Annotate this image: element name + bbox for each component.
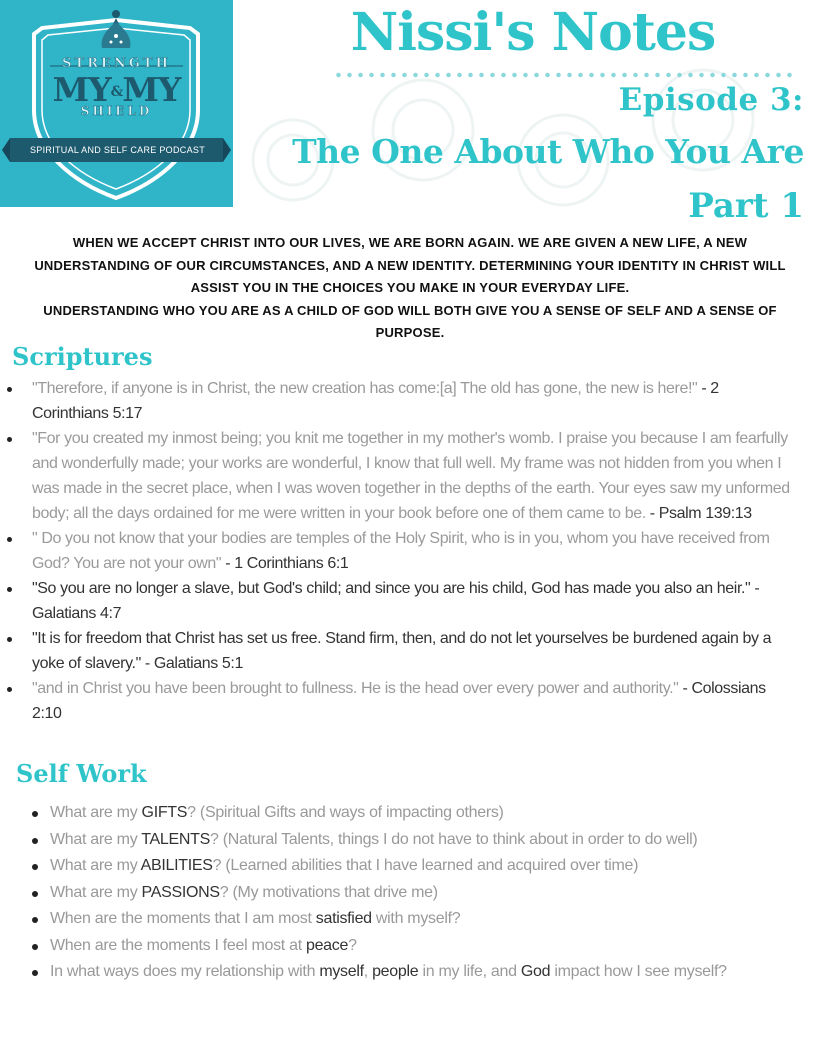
- episode-label: Episode 3:: [618, 82, 804, 118]
- list-item: When are the moments that I am most satisfied with myself?: [50, 906, 780, 932]
- bullet-icon: [32, 917, 38, 923]
- scripture-reference: - 1 Corinthians 6:1: [221, 555, 349, 572]
- episode-subtitle: The One About Who You Are: [292, 132, 804, 171]
- bullet-icon: [32, 811, 38, 817]
- page-title: Nissi's Notes: [350, 2, 716, 63]
- list-item: In what ways does my relationship with myself, people in my life, and God impact how I see myself?: [50, 959, 780, 985]
- scripture-quote: " Do you not know that your bodies are temples of the Holy Spirit, who is in you, whom you have received from God? You are not your own": [32, 530, 770, 572]
- logo-line-strength: STRENGTH: [62, 56, 171, 71]
- logo-line-my-my: MY&MY: [52, 70, 181, 109]
- self-work-list: [50, 800, 780, 986]
- list-item: [32, 676, 798, 726]
- logo-line-shield: SHIELD: [80, 104, 153, 118]
- list-item: [32, 526, 798, 576]
- list-item: What are my TALENTS? (Natural Talents, things I do not have to think about in order to do well): [50, 827, 780, 853]
- bullet-icon: [7, 437, 12, 442]
- bullet-icon: [7, 637, 12, 642]
- bullet-icon: [32, 864, 38, 870]
- bullet-icon: [7, 387, 12, 392]
- scripture-quote: "Therefore, if anyone is in Christ, the new creation has come:[a] The old has gone, the new is here!": [32, 380, 698, 397]
- dotted-divider: [333, 72, 798, 78]
- list-item: What are my PASSIONS? (My motivations that drive me): [50, 880, 780, 906]
- list-item: When are the moments I feel most at peace?: [50, 933, 780, 959]
- logo-tagline: SPIRITUAL AND SELF CARE PODCAST: [29, 145, 205, 155]
- self-work-heading: Self Work: [16, 759, 147, 788]
- scripture-reference: - Colossians 2:10: [32, 680, 766, 722]
- list-item: [32, 626, 798, 676]
- bullet-icon: [7, 687, 12, 692]
- bullet-icon: [32, 891, 38, 897]
- scripture-quote: "and in Christ you have been brought to fullness. He is the head over every power and authority.": [32, 680, 679, 697]
- intro-paragraph: UNDERSTANDING WHO YOU ARE AS A CHILD OF GOD WILL BOTH GIVE YOU A SENSE OF SELF AND A SENSE OF PURPOSE.: [43, 302, 777, 340]
- intro-text: [20, 232, 800, 345]
- episode-part: Part 1: [688, 186, 804, 226]
- scripture-reference: - Galatians 4:7: [32, 580, 760, 622]
- scripture-reference: - Psalm 139:13: [645, 505, 752, 522]
- intro-paragraph: WHEN WE ACCEPT CHRIST INTO OUR LIVES, WE ARE BORN AGAIN. WE ARE GIVEN A NEW LIFE, A NEW UNDERSTANDING OF OUR CIRCUMSTANCES, AND A NEW IDENTITY. DETERMINING YOUR IDENTITY IN CHRIST WILL ASSIST YOU IN THE CHOICES YOU MAKE IN YOUR EVERYDAY LIFE.: [34, 235, 786, 295]
- scripture-quote: "It is for freedom that Christ has set us free. Stand firm, then, and do not let yourselves be burdened again by a yoke of slavery.": [32, 630, 772, 672]
- bullet-icon: [7, 587, 12, 592]
- bullet-icon: [32, 944, 38, 950]
- scripture-quote: "So you are no longer a slave, but God's child; and since you are his child, God has made you also an heir.": [32, 580, 751, 597]
- scripture-list: [32, 376, 798, 726]
- podcast-logo: [0, 0, 233, 207]
- list-item: [32, 426, 798, 526]
- scripture-quote: "For you created my inmost being; you knit me together in my mother's womb. I praise you because I am fearfully and wonderfully made; your works are wonderful, I know that full well. My frame was not hidden from you when I was made in the secret place, when I was woven together in the depths of the earth. Your eyes saw my unformed body; all the days ordained for me were written in your book before one of them came to be.: [32, 430, 790, 522]
- bullet-icon: [32, 970, 38, 976]
- scripture-reference: - 2 Corinthians 5:17: [32, 380, 719, 422]
- bullet-icon: [7, 537, 12, 542]
- list-item: What are my GIFTS? (Spiritual Gifts and ways of impacting others): [50, 800, 780, 826]
- scripture-reference: - Galatians 5:1: [140, 655, 243, 672]
- list-item: [32, 376, 798, 426]
- list-item: What are my ABILITIES? (Learned abilities that I have learned and acquired over time): [50, 853, 780, 879]
- scriptures-heading: Scriptures: [12, 342, 153, 371]
- list-item: [32, 576, 798, 626]
- bullet-icon: [32, 838, 38, 844]
